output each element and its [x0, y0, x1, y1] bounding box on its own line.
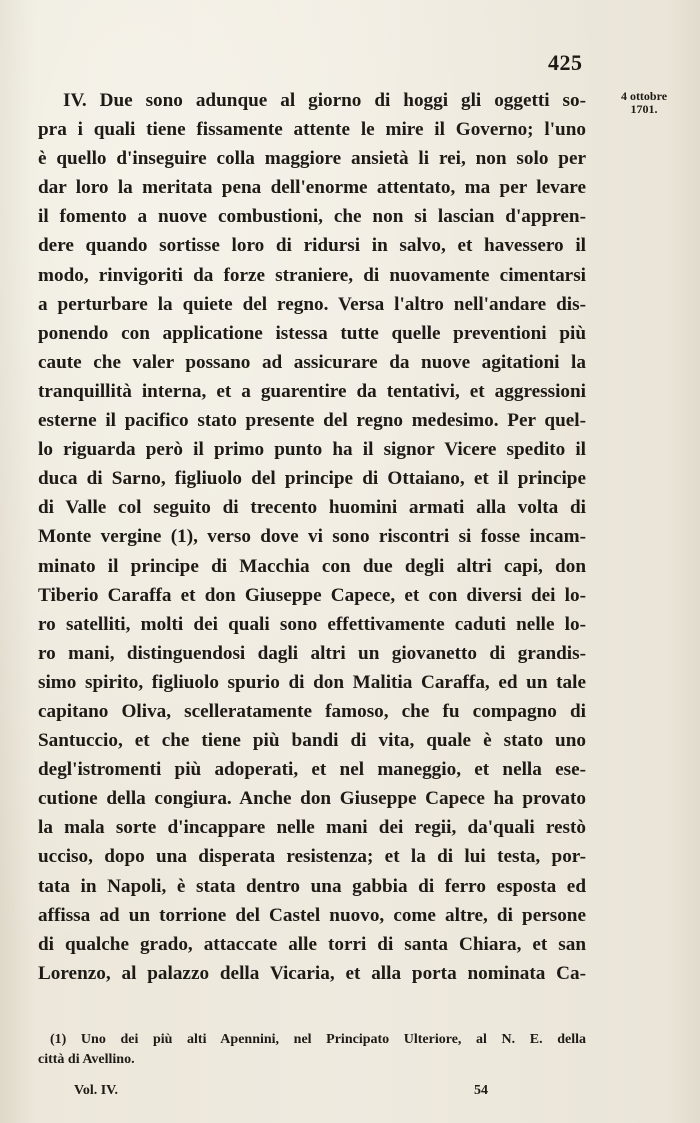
text-line: caute che valer possano ad assicurare da nuove agitationi la	[38, 351, 586, 373]
body-text	[38, 86, 586, 988]
volume-label: Vol. IV.	[74, 1083, 118, 1098]
text-line: Lorenzo, al palazzo della Vicaria, et alla porta nominata Ca-	[38, 962, 586, 984]
text-line: ro satelliti, molti dei quali sono effettivamente caduti nelle lo-	[38, 613, 586, 635]
text-line: modo, rinvigoriti da forze straniere, di nuovamente cimentarsi	[38, 264, 586, 286]
text-line: degl'istromenti più adoperati, et nel maneggio, et nella ese-	[38, 759, 586, 781]
text-line: ponendo con applicatione istessa tutte quelle preventioni più	[38, 322, 586, 344]
page-footer	[0, 1083, 700, 1105]
text-line: lo riguarda però il primo punto ha il signor Vicere spedito il	[38, 439, 586, 461]
text-line: ucciso, dopo una disperata resistenza; et la di lui testa, por-	[38, 846, 586, 868]
text-line: capitano Oliva, scelleratamente famoso, che fu compagno di	[38, 700, 586, 722]
margin-note-line: 4 ottobre	[620, 89, 668, 103]
text-line: duca di Sarno, figliuolo del principe di Ottaiano, et il principe	[38, 468, 586, 490]
text-line: la mala sorte d'incappare nelle mani dei regii, da'quali restò	[38, 817, 586, 839]
text-line: di qualche grado, attaccate alle torri di santa Chiara, et san	[38, 933, 586, 955]
text-line: Tiberio Caraffa et don Giuseppe Capece, et con diversi dei lo-	[38, 584, 586, 606]
text-line: tranquillità interna, et a guarentire da tentativi, et aggressioni	[38, 380, 586, 402]
text-line: tata in Napoli, è stata dentro una gabbia di ferro esposta ed	[38, 875, 586, 897]
text-line: IV. Due sono adunque al giorno di hoggi gli oggetti so-	[63, 90, 586, 111]
text-line: esterne il pacifico stato presente del regno medesimo. Per quel-	[38, 410, 586, 432]
margin-note-date	[604, 90, 684, 116]
text-line: cutione della congiura. Anche don Giuseppe Capece ha provato	[38, 788, 586, 810]
text-line: Santuccio, et che tiene più bandi di vita, quale è stato uno	[38, 730, 586, 752]
footnote-line: (1) Uno dei più alti Apennini, nel Principato Ulteriore, al N. E. della	[50, 1032, 586, 1047]
margin-note-line: 1701.	[630, 102, 658, 116]
text-line: è quello d'inseguire colla maggiore ansietà li rei, non solo per	[38, 148, 586, 170]
text-line: minato il principe di Macchia con due degli altri capi, don	[38, 555, 586, 577]
page-number: 425	[548, 50, 583, 75]
text-line: ro mani, distinguendosi dagli altri un giovanetto di grandis-	[38, 642, 586, 664]
text-line: Monte vergine (1), verso dove vi sono riscontri si fosse incam-	[38, 526, 586, 548]
text-line: pra i quali tiene fissamente attente le mire il Governo; l'uno	[38, 119, 586, 141]
footnote-line: città di Avellino.	[38, 1052, 135, 1067]
text-line: simo spirito, figliuolo spurio di don Malitia Caraffa, ed un tale	[38, 671, 586, 693]
text-line: dere quando sortisse loro di ridursi in salvo, et havessero il	[38, 235, 586, 257]
signature-mark: 54	[474, 1083, 488, 1098]
text-line: il fomento a nuove combustioni, che non si lascian d'appren-	[38, 206, 586, 228]
text-line: di Valle col seguito di trecento huomini armati alla volta di	[38, 497, 586, 519]
text-line: dar loro la meritata pena dell'enorme attentato, ma per levare	[38, 177, 586, 199]
text-line: affissa ad un torrione del Castel nuovo, come altre, di persone	[38, 904, 586, 926]
footnote	[38, 1030, 586, 1070]
text-line: a perturbare la quiete del regno. Versa l'altro nell'andare dis-	[38, 293, 586, 315]
